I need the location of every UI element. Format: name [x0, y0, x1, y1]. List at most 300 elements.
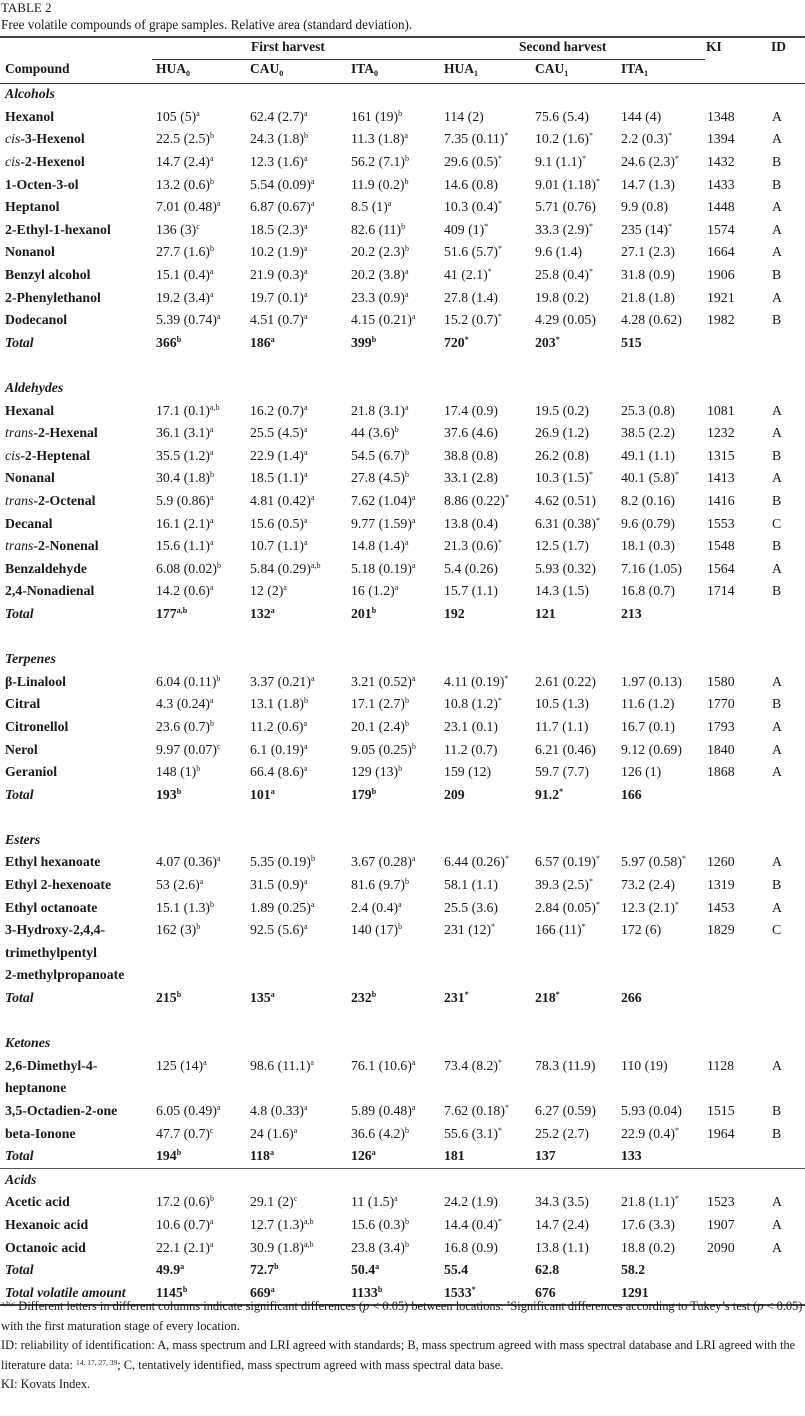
spacer-row: [0, 625, 805, 648]
footnote-id-reliability: ID: reliability of identification: A, mass spectrum and LRI agreed with standards; B, mass spectrum agreed with mass spectral database and LRI agreed with the literature data: $^{14, 17, 27, 39}$; C, tentatively identified, mass spectrum agreed with mass spectral data base.: [1, 1338, 796, 1372]
table-row: [0, 106, 805, 129]
value-cell: 399$^b$: [351, 334, 377, 350]
group-name: Alcohols: [5, 86, 55, 102]
value-cell: 118$^a$: [250, 1148, 274, 1164]
ki-cell: 1982: [707, 312, 735, 328]
value-cell: 4.62 (0.51): [535, 492, 596, 508]
ki-cell: 1515: [707, 1103, 735, 1119]
id-cell: B: [772, 696, 782, 712]
table-row: [0, 1100, 805, 1123]
ki-cell: 1260: [707, 854, 735, 870]
id-cell: A: [772, 425, 782, 441]
id-cell: A: [772, 764, 782, 780]
value-cell: 25.8 (0.4)*: [535, 267, 594, 283]
ki-cell: 1580: [707, 673, 735, 689]
value-cell: 91.2*: [535, 786, 564, 802]
table-top-rule: [0, 36, 805, 38]
value-cell: 5.89 $(0.48)^a$: [351, 1103, 416, 1119]
id-cell: B: [772, 267, 782, 283]
value-cell: 4.28 (0.62): [621, 312, 682, 328]
value-cell: 16.8 (0.9): [444, 1239, 499, 1255]
value-cell: 11.9 $(0.2)^b$: [351, 176, 409, 192]
table-row: [0, 512, 805, 535]
value-cell: 24 $(1.6)^a$: [250, 1125, 298, 1141]
column-header: $CAU_1$: [535, 61, 569, 78]
value-cell: 49.1 (1.1): [621, 447, 676, 463]
value-cell: 126 (1): [621, 764, 662, 780]
id-cell: A: [772, 718, 782, 734]
ki-cell: 1770: [707, 696, 735, 712]
value-cell: 20.2 $(3.8)^a$: [351, 267, 409, 283]
value-cell: 409 (1)*: [444, 221, 489, 237]
value-cell: 162 $(3)^b$: [156, 921, 201, 937]
id-cell: C: [772, 515, 782, 531]
value-cell: 15.7 (1.1): [444, 583, 499, 599]
table-row: [0, 264, 805, 287]
value-cell: 13.2 $(0.6)^b$: [156, 176, 215, 192]
value-cell: 215$^b$: [156, 990, 182, 1006]
value-cell: 8.2 (0.16): [621, 492, 676, 508]
total-label: Total: [5, 1262, 34, 1278]
ki-cell: 1081: [707, 402, 735, 418]
value-cell: 31.8 (0.9): [621, 267, 676, 283]
table-row: [0, 219, 805, 242]
footnote-ki: KI: Kovats Index.: [1, 1377, 91, 1391]
value-cell: 21.8 (1.1)*: [621, 1194, 680, 1210]
footnote-significance: $^{a,b,c}$ Different letters in different columns indicate significant differences (p < 0.05) between locations. *Significant differences according to Tukey’s test (p < 0.05) with the first maturation stage of every location.: [1, 1299, 803, 1333]
empty-cell: [707, 332, 772, 355]
value-cell: 10.3 (1.5)*: [535, 470, 594, 486]
value-cell: 29.1 $(2)^c$: [250, 1194, 298, 1210]
value-cell: 1.89 $(0.25)^a$: [250, 899, 315, 915]
compound-name: 2,4-Nonadienal: [5, 583, 95, 599]
value-cell: 5.9 $(0.86)^a$: [156, 492, 214, 508]
value-cell: 5.84 $(0.29)^{a,b}$: [250, 560, 321, 576]
value-cell: 21.8 $(3.1)^a$: [351, 402, 409, 418]
compound-name: Decanal: [5, 515, 53, 531]
total-label: Total: [5, 334, 34, 350]
table-row: [0, 173, 805, 196]
id-cell: B: [772, 154, 782, 170]
value-cell: 15.2 (0.7)*: [444, 312, 503, 328]
value-cell: 5.54 $(0.09)^a$: [250, 176, 315, 192]
table-row: [0, 196, 805, 219]
value-cell: 5.39 $(0.74)^a$: [156, 312, 221, 328]
value-cell: 132$^a$: [250, 605, 275, 621]
compound-name: 2-Phenylethanol: [5, 289, 101, 305]
value-cell: 21.3 (0.6)*: [444, 538, 503, 554]
id-cell: A: [772, 1216, 782, 1232]
value-cell: 18.5 $(1.1)^a$: [250, 470, 308, 486]
id-cell: A: [772, 673, 782, 689]
id-cell: A: [772, 402, 782, 418]
table-label: TABLE 2: [1, 0, 52, 15]
value-cell: 4.29 (0.05): [535, 312, 596, 328]
value-cell: 101$^a$: [250, 786, 275, 802]
value-cell: 24.6 (2.3)*: [621, 154, 680, 170]
table-row: [0, 1122, 805, 1145]
value-cell: 114 (2): [444, 108, 484, 124]
value-cell: 14.3 (1.5): [535, 583, 590, 599]
id-cell: A: [772, 899, 782, 915]
value-cell: 232$^b$: [351, 990, 377, 1006]
table-row: [0, 309, 805, 332]
value-cell: 14.7 (2.4): [535, 1216, 590, 1232]
id-cell: A: [772, 108, 782, 124]
spacer-row: [0, 806, 805, 829]
value-cell: 213: [621, 605, 642, 621]
compound-name: Dodecanol: [5, 312, 68, 328]
value-cell: 181: [444, 1148, 465, 1164]
ki-cell: 1348: [707, 108, 735, 124]
value-cell: 34.3 (3.5): [535, 1194, 590, 1210]
value-cell: 172 (6): [621, 921, 662, 937]
value-cell: 25.3 (0.8): [621, 402, 676, 418]
group-header-row: [0, 1168, 805, 1191]
empty-cell: [772, 332, 805, 355]
value-cell: 73.2 (2.4): [621, 877, 676, 893]
group-name: Acids: [0, 1168, 805, 1191]
value-cell: 55.4: [444, 1262, 469, 1278]
table-row: [0, 467, 805, 490]
value-cell: 55.6 (3.1)*: [444, 1125, 503, 1141]
ki-cell: 1840: [707, 741, 735, 757]
empty-cell: [772, 1145, 805, 1168]
value-cell: 81.6 $(9.7)^b$: [351, 877, 410, 893]
id-cell: B: [772, 538, 782, 554]
value-cell: 669$^a$: [250, 1284, 275, 1300]
value-cell: 266: [621, 990, 642, 1006]
value-cell: 35.5 $(1.2)^a$: [156, 447, 214, 463]
id-cell: B: [772, 1125, 782, 1141]
value-cell: 19.2 $(3.4)^a$: [156, 289, 214, 305]
value-cell: 58.2: [621, 1262, 646, 1278]
value-cell: 26.2 (0.8): [535, 447, 590, 463]
ki-cell: 1413: [707, 470, 735, 486]
value-cell: 23.3 $(0.9)^a$: [351, 289, 409, 305]
id-cell: B: [772, 447, 782, 463]
value-cell: 5.97 (0.58)*: [621, 854, 686, 870]
compound-name: Nerol: [5, 741, 38, 757]
column-header: $HUA_0$: [156, 61, 190, 78]
value-cell: 193$^b$: [156, 786, 182, 802]
value-cell: 23.6 $(0.7)^b$: [156, 718, 215, 734]
value-cell: 17.6 (3.3): [621, 1216, 676, 1232]
compound-name: Hexanal: [5, 402, 55, 418]
compound-name: beta-Ionone: [5, 1125, 76, 1141]
value-cell: 24.2 (1.9): [444, 1194, 499, 1210]
value-cell: 9.05 $(0.25)^b$: [351, 741, 416, 757]
value-cell: 10.7 $(1.1)^a$: [250, 538, 308, 554]
compound-name: β-Linalool: [5, 673, 66, 689]
value-cell: 9.6 (1.4): [535, 244, 583, 260]
value-cell: 8.5 $(1)^a$: [351, 199, 392, 215]
table-caption: Free volatile compounds of grape samples. Relative area (standard deviation).: [1, 17, 413, 32]
value-cell: 9.12 (0.69): [621, 741, 682, 757]
ki-cell: 1829: [707, 921, 735, 937]
table-row: [0, 693, 805, 716]
value-cell: 41 (2.1)*: [444, 267, 492, 283]
group-header-row: [0, 1032, 805, 1055]
header-second-harvest: Second harvest: [519, 39, 607, 54]
compound-name: cis-2-Hexenol: [5, 154, 85, 170]
value-cell: 19.7 $(0.1)^a$: [250, 289, 308, 305]
value-cell: 23.1 (0.1): [444, 718, 499, 734]
footnotes: [1, 1297, 805, 1395]
value-cell: 30.9 $(1.8)^{a,b}$: [250, 1239, 314, 1255]
value-cell: 161 $(19)^b$: [351, 108, 403, 124]
id-cell: A: [772, 560, 782, 576]
value-cell: 2.4 $(0.4)^a$: [351, 899, 402, 915]
value-cell: 5.71 (0.76): [535, 199, 596, 215]
compound-name: 1-Octen-3-ol: [5, 176, 79, 192]
column-header: $ITA_0$: [351, 61, 379, 78]
header-ki: KI: [706, 39, 722, 54]
id-cell: C: [772, 921, 782, 937]
id-cell: A: [772, 221, 782, 237]
value-cell: 16.8 (0.7): [621, 583, 676, 599]
header-subrule: [152, 59, 705, 60]
ki-cell: 1921: [707, 289, 735, 305]
compound-name: Geraniol: [5, 764, 58, 780]
value-cell: 16.2 $(0.7)^a$: [250, 402, 308, 418]
value-cell: 144 (4): [621, 108, 662, 124]
value-cell: 4.8 $(0.33)^a$: [250, 1103, 308, 1119]
id-cell: B: [772, 1103, 782, 1119]
value-cell: 6.57 (0.19)*: [535, 854, 600, 870]
value-cell: 62.8: [535, 1262, 560, 1278]
value-cell: 1291: [621, 1284, 649, 1300]
value-cell: 17.1 $(0.1)^{a,b}$: [156, 402, 220, 418]
value-cell: 6.44 (0.26)*: [444, 854, 509, 870]
group-header-row: [0, 377, 805, 400]
value-cell: 19.5 (0.2): [535, 402, 590, 418]
value-cell: 10.8 (1.2)*: [444, 696, 503, 712]
value-cell: 133: [621, 1148, 642, 1164]
value-cell: 25.5 $(4.5)^a$: [250, 425, 308, 441]
value-cell: 140 $(17)^b$: [351, 921, 403, 937]
group-header-row: [0, 83, 805, 106]
ki-cell: 1416: [707, 492, 735, 508]
value-cell: 18.8 (0.2): [621, 1239, 676, 1255]
value-cell: 17.1 $(2.7)^b$: [351, 696, 410, 712]
value-cell: 137: [535, 1148, 556, 1164]
ki-cell: 1574: [707, 221, 735, 237]
compound-name: trans-2-Octenal: [5, 492, 96, 508]
value-cell: 136 $(3)^c$: [156, 221, 200, 237]
value-cell: 8.86 (0.22)*: [444, 492, 509, 508]
compound-name: Ethyl hexanoate: [5, 854, 101, 870]
value-cell: 676: [535, 1284, 556, 1300]
value-cell: 7.16 (1.05): [621, 560, 682, 576]
value-cell: 6.87 $(0.67)^a$: [250, 199, 315, 215]
compound-name: 2-Ethyl-1-hexanol: [5, 221, 111, 237]
value-cell: 44 $(3.6)^b$: [351, 425, 399, 441]
value-cell: 105 $(5)^a$: [156, 108, 200, 124]
id-cell: A: [772, 1194, 782, 1210]
empty-cell: [772, 603, 805, 626]
total-label: Total: [5, 605, 34, 621]
value-cell: 15.1 $(0.4)^a$: [156, 267, 214, 283]
table-row: [0, 490, 805, 513]
value-cell: 5.4 (0.26): [444, 560, 499, 576]
empty-cell: [707, 1145, 772, 1168]
value-cell: 6.05 $(0.49)^a$: [156, 1103, 221, 1119]
value-cell: 209: [444, 786, 465, 802]
ki-cell: 1868: [707, 764, 735, 780]
value-cell: 218*: [535, 990, 560, 1006]
compound-name: Hexanoic acid: [5, 1216, 89, 1232]
value-cell: 78.3 (11.9): [535, 1057, 596, 1073]
value-cell: 39.3 (2.5)*: [535, 877, 594, 893]
column-header: $ITA_1$: [621, 61, 649, 78]
id-cell: A: [772, 1239, 782, 1255]
ki-cell: 1523: [707, 1194, 735, 1210]
ki-cell: 1448: [707, 199, 735, 215]
value-cell: 59.7 (7.7): [535, 764, 590, 780]
value-cell: 148 $(1)^b$: [156, 764, 201, 780]
value-cell: 38.8 (0.8): [444, 447, 499, 463]
value-cell: 186$^a$: [250, 334, 275, 350]
value-cell: 38.5 (2.2): [621, 425, 676, 441]
value-cell: 18.1 (0.3): [621, 538, 676, 554]
compound-name: Ethyl octanoate: [5, 899, 98, 915]
value-cell: 16.7 (0.1): [621, 718, 676, 734]
value-cell: 3.37 $(0.21)^a$: [250, 673, 315, 689]
value-cell: 2.84 (0.05)*: [535, 899, 600, 915]
value-cell: 11.3 $(1.8)^a$: [351, 131, 409, 147]
table-row: [0, 151, 805, 174]
value-cell: 14.7 (1.3): [621, 176, 676, 192]
id-cell: A: [772, 131, 782, 147]
value-cell: 15.6 $(1.1)^a$: [156, 538, 214, 554]
compound-name: Citronellol: [5, 718, 69, 734]
id-cell: A: [772, 741, 782, 757]
value-cell: 11.6 (1.2): [621, 696, 675, 712]
value-cell: 92.5 $(5.6)^a$: [250, 921, 308, 937]
empty-cell: [707, 603, 772, 626]
value-cell: 98.6 $(11.1)^a$: [250, 1057, 314, 1073]
total-row: [0, 332, 805, 355]
value-cell: 201$^b$: [351, 605, 377, 621]
table-row: [0, 286, 805, 309]
value-cell: 6.21 (0.46): [535, 741, 596, 757]
value-cell: 177$^{a,b}$: [156, 605, 188, 621]
value-cell: 515: [621, 334, 642, 350]
group-name: Esters: [5, 831, 41, 847]
value-cell: 66.4 $(8.6)^a$: [250, 764, 308, 780]
total-row: [0, 1259, 805, 1282]
compound-name: 3,5-Octadien-2-one: [5, 1103, 118, 1119]
value-cell: 1145$^b$: [156, 1284, 188, 1300]
table-row: [0, 1055, 805, 1100]
value-cell: 3.67 $(0.28)^a$: [351, 854, 416, 870]
compound-name: 2,6-Dimethyl-4- heptanone: [5, 1057, 98, 1096]
ki-cell: 1714: [707, 583, 735, 599]
volatile-compounds-table: [0, 83, 805, 1306]
table-row: [0, 1214, 805, 1237]
value-cell: 23.8 $(3.4)^b$: [351, 1239, 410, 1255]
ki-cell: 1394: [707, 131, 735, 147]
compound-name: Citral: [5, 696, 41, 712]
table-row: [0, 1191, 805, 1214]
value-cell: 194$^b$: [156, 1148, 182, 1164]
value-cell: 20.1 $(2.4)^b$: [351, 718, 410, 734]
id-cell: A: [772, 199, 782, 215]
spacer-row: [0, 354, 805, 377]
value-cell: 4.51 $(0.7)^a$: [250, 312, 308, 328]
value-cell: 76.1 $(10.6)^a$: [351, 1057, 416, 1073]
ki-cell: 1433: [707, 176, 735, 192]
spacer-cell: [0, 354, 805, 377]
compound-name: Hexanol: [5, 108, 55, 124]
value-cell: 13.1 $(1.8)^b$: [250, 696, 309, 712]
total-row: [0, 987, 805, 1010]
ki-cell: 1432: [707, 154, 735, 170]
id-cell: B: [772, 312, 782, 328]
empty-cell: [772, 783, 805, 806]
value-cell: 36.6 $(4.2)^b$: [351, 1125, 410, 1141]
id-cell: B: [772, 492, 782, 508]
spacer-cell: [0, 1009, 805, 1032]
value-cell: 14.7 $(2.4)^a$: [156, 154, 214, 170]
value-cell: 4.81 $(0.42)^a$: [250, 492, 315, 508]
value-cell: 6.08 $(0.02)^b$: [156, 560, 221, 576]
compound-name: Benzyl alcohol: [5, 267, 91, 283]
value-cell: 12.7 $(1.3)^{a,b}$: [250, 1216, 314, 1232]
ki-cell: 1553: [707, 515, 735, 531]
value-cell: 9.6 (0.79): [621, 515, 676, 531]
value-cell: 19.8 (0.2): [535, 289, 590, 305]
value-cell: 126$^a$: [351, 1148, 376, 1164]
value-cell: 16 $(1.2)^a$: [351, 583, 399, 599]
value-cell: 10.2 (1.6)*: [535, 131, 594, 147]
table-row: [0, 851, 805, 874]
compound-name: trans-2-Nonenal: [5, 538, 99, 554]
empty-cell: [707, 783, 772, 806]
value-cell: 72.7$^b$: [250, 1262, 279, 1278]
group-name: Aldehydes: [5, 380, 64, 396]
value-cell: 231*: [444, 990, 469, 1006]
compound-name: cis-3-Hexenol: [5, 131, 85, 147]
table-row: [0, 445, 805, 468]
value-cell: 5.93 (0.04): [621, 1103, 682, 1119]
value-cell: 11.2 $(0.6)^a$: [250, 718, 308, 734]
value-cell: 9.1 (1.1)*: [535, 154, 587, 170]
value-cell: 1133$^b$: [351, 1284, 383, 1300]
value-cell: 82.6 $(11)^b$: [351, 221, 406, 237]
value-cell: 7.35 (0.11)*: [444, 131, 509, 147]
ki-cell: 1664: [707, 244, 735, 260]
value-cell: 22.9 $(1.4)^a$: [250, 447, 308, 463]
id-cell: A: [772, 1057, 782, 1073]
value-cell: 15.1 $(1.3)^b$: [156, 899, 215, 915]
total-row: [0, 783, 805, 806]
value-cell: 12.3 $(1.6)^a$: [250, 154, 308, 170]
ki-cell: 1793: [707, 718, 735, 734]
empty-cell: [707, 1259, 772, 1282]
value-cell: 13.8 (1.1): [535, 1239, 590, 1255]
value-cell: 37.6 (4.6): [444, 425, 499, 441]
value-cell: 27.7 $(1.6)^b$: [156, 244, 215, 260]
table-row: [0, 896, 805, 919]
id-cell: B: [772, 583, 782, 599]
value-cell: 10.2 $(1.9)^a$: [250, 244, 308, 260]
compound-name: Heptanol: [5, 199, 60, 215]
total-label: Total: [5, 786, 34, 802]
value-cell: 54.5 $(6.7)^b$: [351, 447, 410, 463]
ki-cell: 1907: [707, 1216, 735, 1232]
